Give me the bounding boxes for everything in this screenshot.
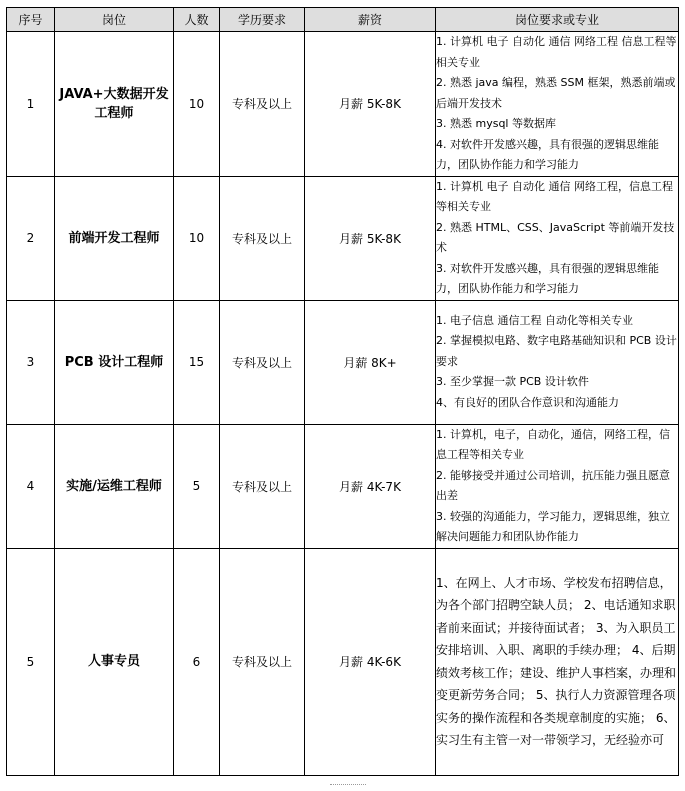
row-position: 人事专员 [55, 548, 174, 775]
requirement-line: 3. 对软件开发感兴趣，具有很强的逻辑思维能力，团队协作能力和学习能力 [436, 261, 659, 295]
header-no: 序号 [7, 8, 55, 32]
row-count: 15 [174, 300, 220, 424]
table-row [7, 300, 679, 424]
row-position: 实施/运维工程师 [55, 424, 174, 548]
row-count: 10 [174, 176, 220, 300]
requirement-line: 1. 计算机 电子 自动化 通信 网络工程，信息工程等相关专业 [436, 179, 673, 213]
row-education: 专科及以上 [220, 548, 305, 775]
table-row [7, 32, 679, 177]
header-requirements: 岗位要求或专业 [436, 8, 679, 32]
header-row [7, 8, 679, 32]
requirement-line: 2. 能够接受并通过公司培训，抗压能力强且愿意出差 [436, 468, 670, 502]
requirement-line: 1. 计算机，电子，自动化，通信，网络工程，信息工程等相关专业 [436, 427, 670, 461]
page-divider [330, 784, 366, 786]
header-position: 岗位 [55, 8, 174, 32]
requirement-line: 3. 熟悉 mysql 等数据库 [436, 117, 556, 130]
row-salary: 月薪 4K-6K [305, 548, 436, 775]
row-education: 专科及以上 [220, 300, 305, 424]
row-position: 前端开发工程师 [55, 176, 174, 300]
header-salary: 薪资 [305, 8, 436, 32]
job-table [6, 7, 679, 776]
row-requirements [436, 300, 679, 424]
table-row [7, 424, 679, 548]
header-count: 人数 [174, 8, 220, 32]
row-count: 5 [174, 424, 220, 548]
row-salary: 月薪 8K+ [305, 300, 436, 424]
row-count: 10 [174, 32, 220, 177]
table-row [7, 548, 679, 775]
row-count: 6 [174, 548, 220, 775]
requirement-line: 4. 对软件开发感兴趣，具有很强的逻辑思维能力，团队协作能力和学习能力 [436, 137, 659, 171]
row-position: JAVA+大数据开发工程师 [55, 32, 174, 177]
requirement-line: 1. 电子信息 通信工程 自动化等相关专业 [436, 313, 633, 327]
row-education: 专科及以上 [220, 176, 305, 300]
requirement-line: 1、在网上、人才市场、学校发布招聘信息，为各个部门招聘空缺人员； 2、电话通知求职者前来面试；并接待面试者； 3、为入职员工安排培训、入职、离职的手续办理； 4、后期绩效考核工作；建设、维护人事档案，办理和变更新劳务合同； 5、执行人力资源管理各项实务的操作流程和各类规章制度的实施； 6、实习生有主管一对一带领学习，无经验亦可 [436, 575, 677, 747]
table-row [7, 176, 679, 300]
row-salary: 月薪 5K-8K [305, 176, 436, 300]
row-no: 5 [7, 548, 55, 775]
row-education: 专科及以上 [220, 32, 305, 177]
requirement-line: 2. 熟悉 HTML、CSS、JavaScript 等前端开发技术 [436, 220, 675, 254]
row-no: 4 [7, 424, 55, 548]
header-education: 学历要求 [220, 8, 305, 32]
requirement-line: 4、有良好的团队合作意识和沟通能力 [436, 395, 619, 409]
requirement-line: 3. 至少掌握一款 PCB 设计软件 [436, 375, 589, 389]
row-salary: 月薪 4K-7K [305, 424, 436, 548]
row-requirements [436, 32, 679, 177]
row-no: 2 [7, 176, 55, 300]
requirement-line: 2. 熟悉 java 编程，熟悉 SSM 框架，熟悉前端或后端开发技术 [436, 76, 676, 110]
requirement-line: 3. 较强的沟通能力，学习能力，逻辑思维，独立解决问题能力和团队协作能力 [436, 509, 670, 543]
row-requirements [436, 424, 679, 548]
row-education: 专科及以上 [220, 424, 305, 548]
row-salary: 月薪 5K-8K [305, 32, 436, 177]
requirement-line: 2. 掌握模拟电路、数字电路基础知识和 PCB 设计要求 [436, 334, 677, 368]
row-no: 3 [7, 300, 55, 424]
row-requirements [436, 176, 679, 300]
requirement-line: 1. 计算机 电子 自动化 通信 网络工程 信息工程等相关专业 [436, 35, 677, 69]
row-position: PCB 设计工程师 [55, 300, 174, 424]
row-requirements [436, 548, 679, 775]
row-no: 1 [7, 32, 55, 177]
